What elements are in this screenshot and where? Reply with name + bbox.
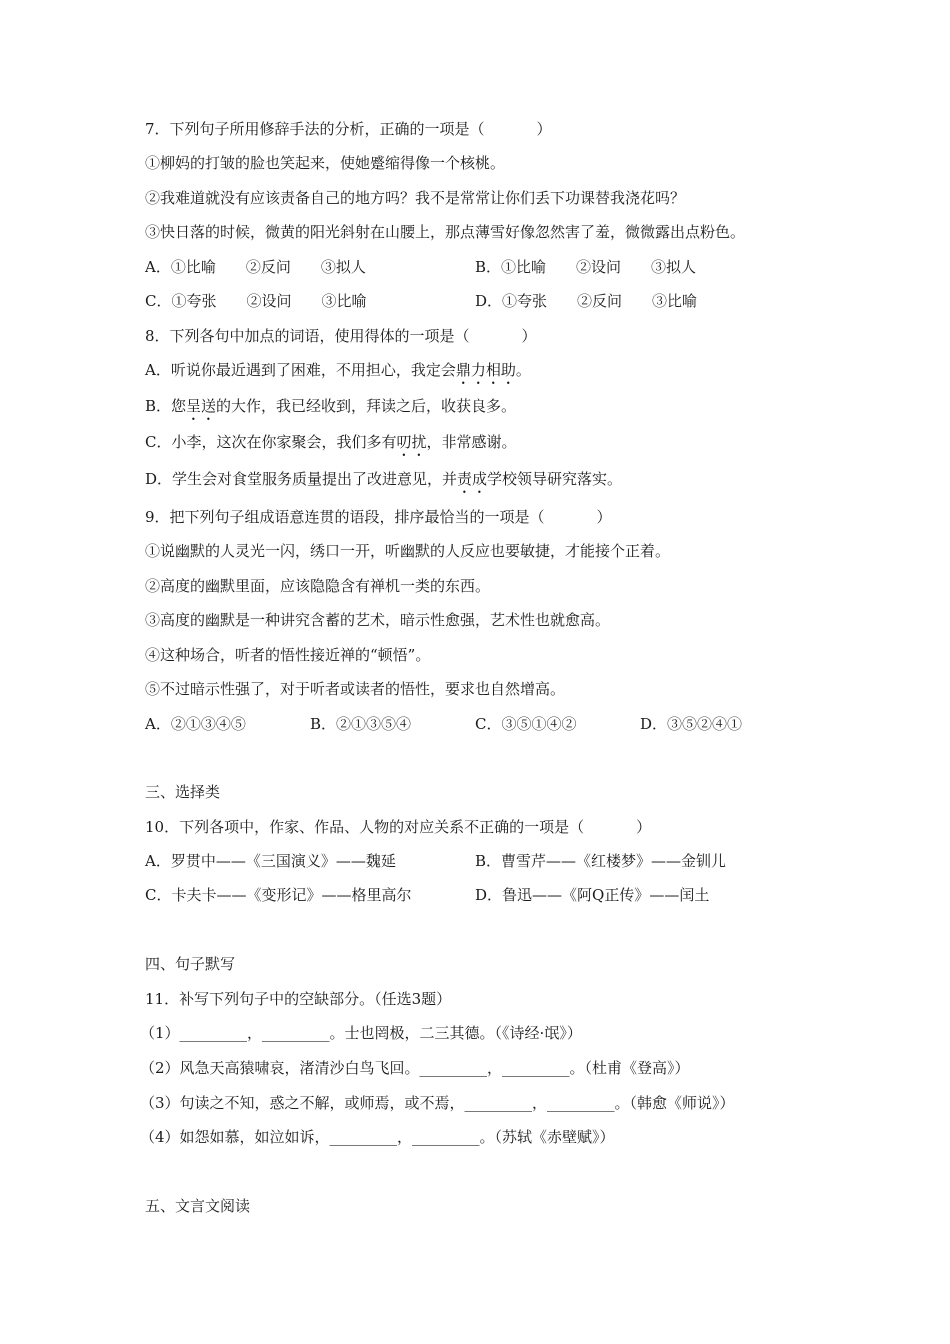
q9-option-c[interactable]: C．③⑤①④②	[475, 715, 577, 733]
q7-item-1: ①柳妈的打皱的脸也笑起来，使她蹙缩得像一个核桃。	[145, 154, 506, 172]
q11-item-1: （1）_________，_________。士也罔极，二三其德。（《诗经·氓》）	[140, 1024, 582, 1042]
q10-option-a[interactable]: A．罗贯中——《三国演义》——魏延	[145, 852, 396, 870]
q8-option-d[interactable]: D．学生会对食堂服务质量提出了改进意见，并责成学校领导研究落实。	[145, 470, 623, 488]
q10-option-b[interactable]: B．曹雪芹——《红楼梦》——金钏儿	[475, 852, 727, 870]
q11-item-3: （3）句读之不知，惑之不解，或师焉，或不焉，_________，_________。（韩愈《师说》）	[140, 1094, 735, 1112]
section-3-title: 三、选择类	[145, 783, 221, 801]
emphasized-word: 呈送	[186, 397, 217, 415]
q7-stem: 7．下列句子所用修辞手法的分析，正确的一项是（ ）	[145, 120, 552, 138]
q8-option-c[interactable]: C．小李，这次在你家聚会，我们多有叨扰，非常感谢。	[145, 433, 517, 451]
q7-option-d[interactable]: D．①夸张 ②反问 ③比喻	[475, 292, 698, 310]
q7-option-a[interactable]: A．①比喻 ②反问 ③拟人	[145, 258, 366, 276]
q9-option-d[interactable]: D．③⑤②④①	[640, 715, 743, 733]
q7-item-2: ②我难道就没有应该责备自己的地方吗？我不是常常让你们丢下功课替我浇花吗？	[145, 189, 686, 207]
q7-item-3: ③快日落的时候，微黄的阳光斜射在山腰上，那点薄雪好像忽然害了羞，微微露出点粉色。	[145, 223, 746, 241]
q10-option-d[interactable]: D．鲁迅——《阿Q正传》——闰土	[475, 886, 710, 904]
q11-stem: 11．补写下列句子中的空缺部分。（任选3题）	[145, 990, 452, 1008]
q9-item-5: ⑤不过暗示性强了，对于听者或读者的悟性，要求也自然增高。	[145, 680, 566, 698]
q9-option-b[interactable]: B．②①③⑤④	[310, 715, 412, 733]
q11-item-4: （4）如怨如慕，如泣如诉，_________，_________。（苏轼《赤壁赋》）	[140, 1128, 615, 1146]
q8-option-a[interactable]: A．听说你最近遇到了困难，不用担心，我定会鼎力相助。	[145, 361, 531, 379]
q9-option-a[interactable]: A．②①③④⑤	[145, 715, 246, 733]
q9-item-2: ②高度的幽默里面，应该隐隐含有禅机一类的东西。	[145, 577, 491, 595]
q9-item-4: ④这种场合，听者的悟性接近禅的“顿悟”。	[145, 646, 431, 664]
q7-option-b[interactable]: B．①比喻 ②设问 ③拟人	[475, 258, 697, 276]
q7-option-c[interactable]: C．①夸张 ②设问 ③比喻	[145, 292, 367, 310]
q10-option-c[interactable]: C．卡夫卡——《变形记》——格里高尔	[145, 886, 412, 904]
q10-stem: 10．下列各项中，作家、作品、人物的对应关系不正确的一项是（ ）	[145, 818, 652, 836]
q9-stem: 9．把下列句子组成语意连贯的语段，排序最恰当的一项是（ ）	[145, 508, 612, 526]
q8-option-b[interactable]: B．您呈送的大作，我已经收到，拜读之后，收获良多。	[145, 397, 517, 415]
section-5-title: 五、文言文阅读	[145, 1197, 251, 1215]
emphasized-word: 鼎力相助	[455, 361, 516, 379]
q8-stem: 8．下列各句中加点的词语，使用得体的一项是（ ）	[145, 327, 537, 345]
q11-item-2: （2）风急天高猿啸哀，渚清沙白鸟飞回。_________，_________。（杜甫《登高》）	[140, 1059, 690, 1077]
emphasized-word: 责成	[457, 470, 488, 488]
emphasized-word: 叨扰	[396, 433, 427, 451]
q9-item-1: ①说幽默的人灵光一闪，绣口一开，听幽默的人反应也要敏捷，才能接个正着。	[145, 542, 671, 560]
q9-item-3: ③高度的幽默是一种讲究含蓄的艺术，暗示性愈强，艺术性也就愈高。	[145, 611, 611, 629]
section-4-title: 四、句子默写	[145, 955, 236, 973]
